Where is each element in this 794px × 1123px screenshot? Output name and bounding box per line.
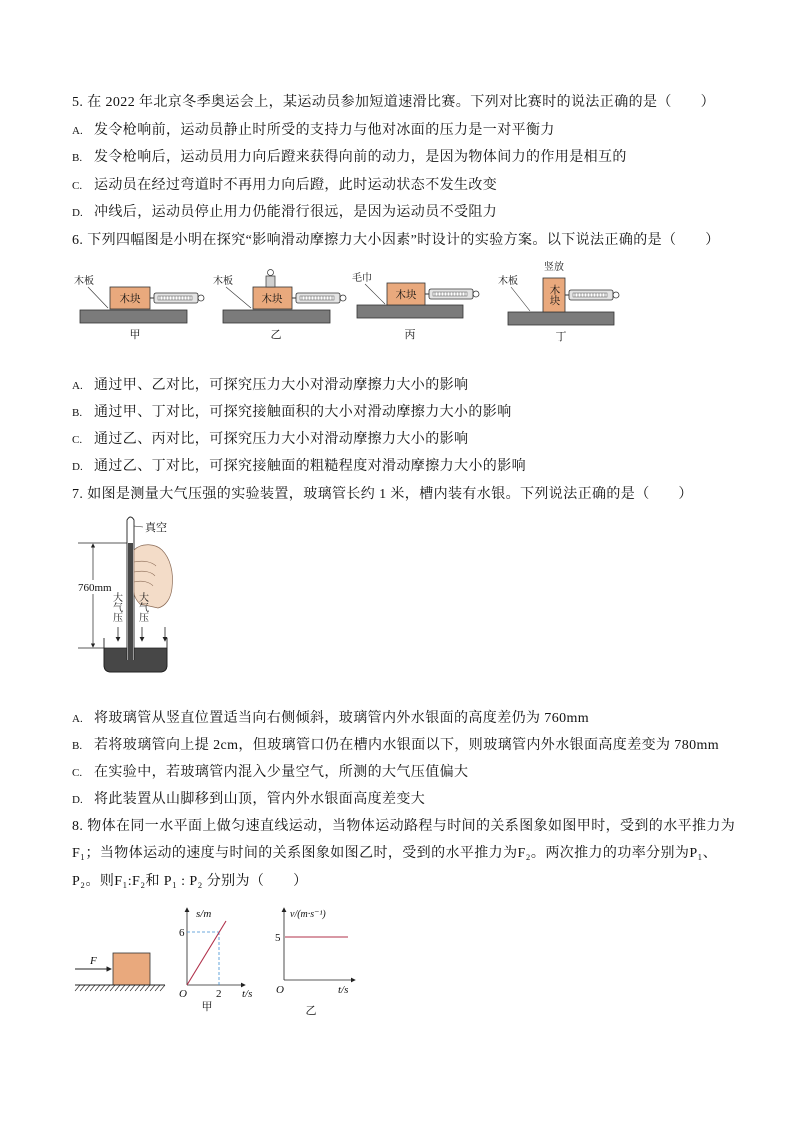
y-axis-label: v/(m·s⁻¹) xyxy=(290,909,326,920)
graph-yi xyxy=(275,908,355,1017)
leader-line xyxy=(226,287,251,308)
question-5-option-a xyxy=(72,122,555,140)
question-6-option-b xyxy=(72,404,512,422)
surface-label: 毛巾 xyxy=(352,273,372,284)
placement-label: 竖放 xyxy=(544,262,564,273)
option-text: 运动员在经过弯道时不再用力向后蹬，此时运动状态不发生改变 xyxy=(94,178,498,193)
question-6-option-d xyxy=(72,458,526,476)
caption: 甲 xyxy=(129,329,141,341)
origin-label: O xyxy=(179,988,187,1000)
caption: 甲 xyxy=(201,1001,213,1013)
surface-label: 木板 xyxy=(74,276,94,287)
leader-line xyxy=(365,284,385,304)
question-8-stem-line-2: F₁；当物体运动的速度与时间的关系图象如图乙时，受到的水平推力为F₂。两次推力的功率分别为P₁、 xyxy=(72,846,718,861)
setup-bing xyxy=(352,271,479,341)
motion-figure xyxy=(70,900,370,1020)
question-6-option-a xyxy=(72,377,468,395)
surface-label: 木板 xyxy=(213,276,233,287)
option-text: 将玻璃管从竖直位置适当向右侧倾斜，玻璃管内外水银面的高度差仍为 760mm xyxy=(94,711,590,726)
option-letter: B. xyxy=(72,407,83,419)
option-text: 冲线后，运动员停止用力仍能滑行很远，是因为运动员不受阻力 xyxy=(94,205,498,220)
force-label: F xyxy=(90,955,97,967)
graph-jia xyxy=(179,908,252,1013)
caption: 乙 xyxy=(270,329,282,341)
distance-time-line xyxy=(187,921,226,985)
question-8-stem-line-1: 8. 物体在同一水平面上做匀速直线运动，当物体运动路程与时间的关系图象如图甲时，受到的水平推力为 xyxy=(72,819,736,834)
question-5-option-d xyxy=(72,204,497,222)
ground-hatching xyxy=(75,985,165,991)
option-text: 在实验中，若玻璃管内混入少量空气，所测的大气压值偏大 xyxy=(94,765,469,780)
friction-experiment-figure xyxy=(60,258,640,348)
question-6-option-c xyxy=(72,431,468,449)
block-label: 木块 xyxy=(119,294,141,305)
setup-ding xyxy=(498,260,619,343)
wood-board xyxy=(80,310,187,323)
option-text: 通过乙、丙对比，可探究压力大小对滑动摩擦力大小的影响 xyxy=(94,432,469,447)
caption: 丁 xyxy=(555,331,567,343)
setup-yi xyxy=(213,270,346,342)
setup-jia xyxy=(74,274,204,341)
wood-board xyxy=(223,310,330,323)
barometer-figure xyxy=(70,510,180,680)
block-label: 木块 xyxy=(395,290,417,301)
spring-scale xyxy=(425,289,479,299)
mercury-column xyxy=(128,543,133,660)
option-letter: A. xyxy=(72,380,83,392)
weight xyxy=(266,276,275,287)
question-7-option-c xyxy=(72,764,468,782)
caption: 丙 xyxy=(404,329,416,341)
block xyxy=(113,953,150,985)
question-5-option-c xyxy=(72,177,497,195)
question-8-stem-line-3: P₂。则F₁:F₂和 P₁ : P₂ 分别为（ ） xyxy=(72,874,308,889)
leader-line xyxy=(88,287,108,308)
pressure-label: 大气压 xyxy=(110,592,122,622)
x-axis-label: t/s xyxy=(242,988,253,1000)
option-letter: A. xyxy=(72,713,83,725)
y-tick-label: 6 xyxy=(179,927,185,939)
option-text: 通过甲、丁对比，可探究接触面积的大小对滑动摩擦力大小的影响 xyxy=(94,405,512,420)
y-axis-label: s/m xyxy=(196,908,212,920)
leader-line xyxy=(134,526,143,527)
spring-scale xyxy=(150,293,204,303)
option-text: 通过乙、丁对比，可探究接触面的粗糙程度对滑动摩擦力大小的影响 xyxy=(94,459,526,474)
option-letter: A. xyxy=(72,125,83,137)
option-text: 发令枪响前，运动员静止时所受的支持力与他对冰面的压力是一对平衡力 xyxy=(94,123,555,138)
option-letter: B. xyxy=(72,740,83,752)
wood-board xyxy=(508,312,614,325)
option-letter: D. xyxy=(72,794,83,806)
option-letter: B. xyxy=(72,152,83,164)
spring-scale xyxy=(565,290,619,300)
x-tick-label: 2 xyxy=(216,988,222,1000)
caption: 乙 xyxy=(305,1005,317,1017)
option-text: 将此装置从山脚移到山顶，管内外水银面高度差变大 xyxy=(94,792,426,807)
question-7-option-a xyxy=(72,710,589,728)
option-text: 发令枪响后，运动员用力向后蹬来获得向前的动力，是因为物体间力的作用是相互的 xyxy=(94,150,627,165)
mercury-trough xyxy=(104,648,167,672)
vacuum-label: 真空 xyxy=(145,522,167,534)
towel-board xyxy=(357,305,463,318)
pressure-label: 大气压 xyxy=(136,592,148,622)
pushed-block-diagram xyxy=(75,953,165,991)
option-letter: C. xyxy=(72,767,83,779)
option-letter: C. xyxy=(72,434,83,446)
option-letter: D. xyxy=(72,461,83,473)
question-6-stem: 6. 下列四幅图是小明在探究“影响滑动摩擦力大小因素”时设计的实验方案。以下说法正确的是（ ） xyxy=(72,233,720,248)
option-text: 通过甲、乙对比，可探究压力大小对滑动摩擦力大小的影响 xyxy=(94,378,469,393)
question-7-stem: 7. 如图是测量大气压强的实验装置，玻璃管长约 1 米，槽内装有水银。下列说法正确的是（ ） xyxy=(72,487,693,502)
option-letter: D. xyxy=(72,207,83,219)
height-label: 760mm xyxy=(78,582,112,594)
leader-line xyxy=(511,287,530,311)
option-letter: C. xyxy=(72,180,83,192)
block-label: 木块 xyxy=(548,284,560,306)
y-tick-label: 5 xyxy=(275,932,281,944)
option-text: 若将玻璃管向上提 2cm，但玻璃管口仍在槽内水银面以下，则玻璃管内外水银面高度差变为 780mm xyxy=(94,738,720,753)
surface-label: 木板 xyxy=(498,276,518,287)
weight-ring xyxy=(268,270,274,276)
spring-scale xyxy=(292,293,346,303)
origin-label: O xyxy=(276,984,284,996)
x-axis-label: t/s xyxy=(338,984,349,996)
question-7-option-d xyxy=(72,791,425,809)
question-5-stem: 5. 在 2022 年北京冬季奥运会上，某运动员参加短道速滑比赛。下列对比赛时的说法正确的是（ ） xyxy=(72,95,715,110)
question-7-option-b xyxy=(72,737,719,755)
question-5-option-b xyxy=(72,149,627,167)
block-label: 木块 xyxy=(261,294,283,305)
